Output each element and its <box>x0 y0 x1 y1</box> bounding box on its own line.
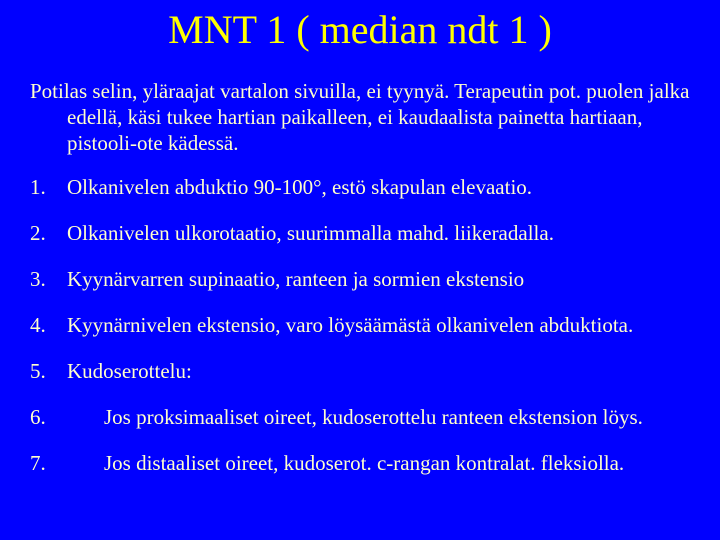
list-item-text: Olkanivelen abduktio 90-100°, estö skapulan elevaatio. <box>67 175 533 199</box>
list-item-number: 4. <box>30 313 46 337</box>
list-item-number: 3. <box>30 267 46 291</box>
list-item <box>30 450 690 476</box>
list-item <box>30 266 690 292</box>
list-item-text: Kyynärvarren supinaatio, ranteen ja sormien ekstensio <box>67 267 525 291</box>
list-item-text: Kyynärnivelen ekstensio, varo löysäämästä olkanivelen abduktiota. <box>67 313 634 337</box>
list-item <box>30 312 690 338</box>
list-item <box>30 358 690 384</box>
list-item-number: 1. <box>30 175 46 199</box>
list-item-number: 2. <box>30 221 46 245</box>
list-item-number: 6. <box>30 405 46 429</box>
list-item <box>30 174 690 200</box>
list-item-text: Jos distaaliset oireet, kudoserot. c-rangan kontralat. fleksiolla. <box>104 451 625 475</box>
list-item-text: Olkanivelen ulkorotaatio, suurimmalla mahd. liikeradalla. <box>67 221 554 245</box>
list-item <box>30 220 690 246</box>
list-item-number: 7. <box>30 451 46 475</box>
list-item-number: 5. <box>30 359 46 383</box>
slide-title: MNT 1 ( median ndt 1 ) <box>168 7 552 52</box>
list-item-text: Jos proksimaaliset oireet, kudoserottelu ranteen ekstension löys. <box>104 405 643 429</box>
slide-body <box>30 78 690 496</box>
list-item <box>30 404 690 430</box>
list-item-text: Kudoserottelu: <box>67 359 192 383</box>
instruction-list <box>30 174 690 476</box>
intro-paragraph: Potilas selin, yläraajat vartalon sivuilla, ei tyynyä. Terapeutin pot. puolen jalka edellä, käsi tukee hartian paikalleen, ei kaudaalista painetta hartiaan, pistooli-ote kädessä. <box>30 79 690 155</box>
